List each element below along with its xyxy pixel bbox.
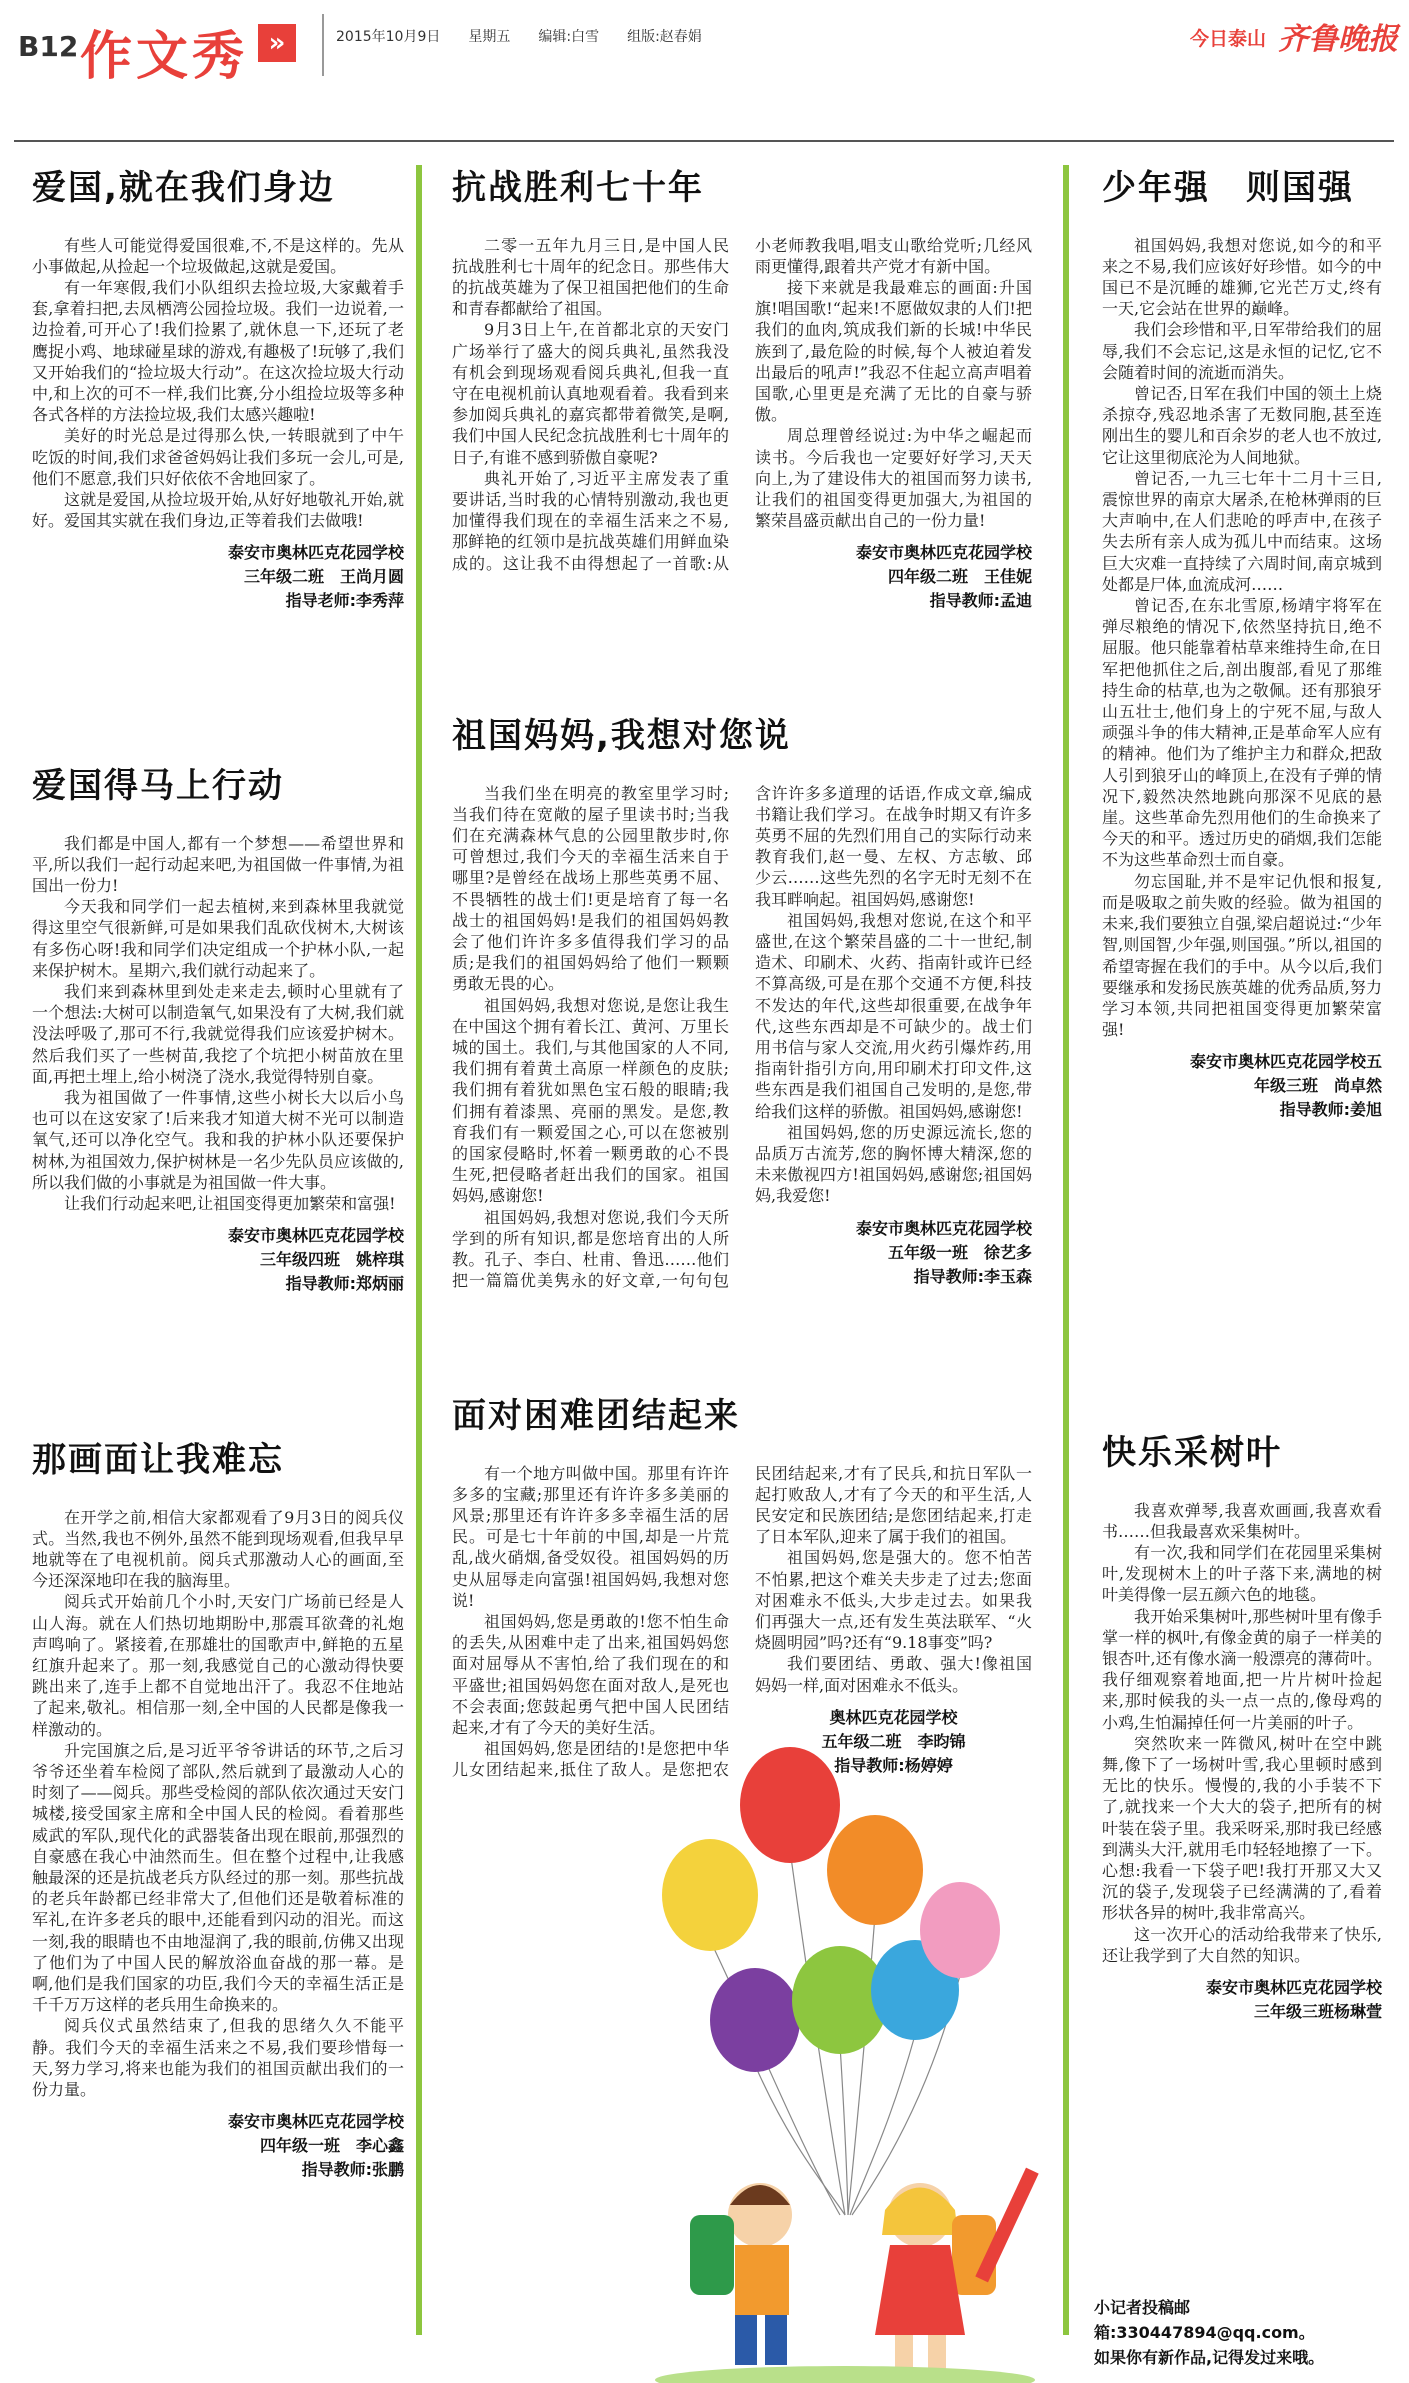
article-title: 面对困难团结起来: [452, 1396, 740, 1436]
byline-class-name: 年级三班 尚卓然: [1253, 1076, 1382, 1096]
article-paragraph: 周总理曾经说过:为中华之崛起而读书。今后我也一定要好好学习,天天向上,为了建设伟大的祖国而努力读书,让我们的祖国变得更加强大,为祖国的繁荣昌盛贡献出自己的一份力量!: [755, 426, 1032, 531]
article-paragraph: 这一次开心的活动给我带来了快乐,还让我学到了大自然的知识。: [1102, 1924, 1382, 1965]
article-byline: [1102, 1050, 1382, 1122]
column-separator: [1063, 165, 1069, 2335]
article-byline: [32, 2110, 404, 2182]
article-body: [1102, 235, 1382, 1041]
byline-school: 泰安市奥林匹克花园学校: [227, 543, 404, 563]
byline-class-name: 四年级二班 王佳妮: [887, 567, 1032, 587]
article-paragraph: 我开始采集树叶,那些树叶里有像手掌一样的枫叶,有像金黄的扇子一样美的银杏叶,还有像水滴一般漂亮的薄荷叶。我仔细观察着地面,把一片片树叶捡起来,那时候我的头一点一点的,像母鸡的小鸡,生怕漏掉任何一片美丽的叶子。: [1102, 1606, 1382, 1732]
article-paragraph: 有一次,我和同学们在花园里采集树叶,发现树木上的叶子落下来,满地的树叶美得像一层五颜六色的地毯。: [1102, 1543, 1382, 1605]
article-paragraph: 典礼开始了,习近平主席发表了重要讲话,当时我的心情特别激动,我也更加懂得我们现在的幸福生活来之不易,那鲜艳的红领巾是抗战英雄们用鲜血染成的。这让我不由得想起了一首歌:从小老师教我唱,唱支山歌给党听;几经风雨更懂得,跟着共产党才有新中国。: [452, 235, 1032, 573]
orange-balloon-icon: [827, 1815, 923, 1925]
article: [452, 165, 1032, 613]
article-paragraph: 我们会珍惜和平,日军带给我们的屈辱,我们不会忘记,这是永恒的记忆,它不会随着时间的流逝而消失。: [1102, 320, 1382, 382]
submission-note: 如果你有新作品,记得发过来哦。: [1094, 2348, 1325, 2367]
header-meta: [336, 26, 702, 46]
header-divider: [322, 14, 324, 76]
purple-balloon-icon: [710, 1968, 800, 2072]
byline-teacher: 指导教师:孟迪: [929, 591, 1032, 611]
article-paragraph: 当我们坐在明亮的教室里学习时;当我们待在宽敞的屋子里读书时;当我们在充满森林气息的公园里散步时,你可曾想过,我们今天的幸福生活来自于哪里?是曾经在战场上那些英勇不屈、不畏牺牲的战士们!更是培育了每一名战士的祖国妈妈!是我们的祖国妈妈教会了他们许许多多值得我们学习的品质;是我们的祖国妈妈给了他们一颗颗勇敢无畏的心。: [452, 783, 729, 994]
article: [1102, 1430, 1382, 2024]
article-paragraph: 曾记否,日军在我们中国的领土上烧杀掠夺,残忍地杀害了无数同胞,甚至连刚出生的婴儿和百余岁的老人也不放过,它让这里彻底沦为人间地狱。: [1102, 384, 1382, 467]
byline-teacher: 指导教师:郑炳丽: [285, 1274, 404, 1294]
article-paragraph: 勿忘国耻,并不是牢记仇恨和报复,而是吸取之前失败的经验。做为祖国的未来,我们要独立自强,梁启超说过:“少年智,则国智,少年强,则国强。”所以,祖国的希望寄握在我们的手中。从今以后,我们要继承和发扬民族英雄的优秀品质,努力学习本领,共同把祖国变得更加繁荣富强!: [1102, 871, 1382, 1040]
article-paragraph: 我们要团结、勇敢、强大!像祖国妈妈一样,面对困难永不低头。: [755, 1654, 1032, 1695]
article-byline: [1102, 1976, 1382, 2024]
article-paragraph: 阅兵式开始前几个小时,天安门广场前已经是人山人海。就在人们热切地期盼中,那震耳欲聋的礼炮声鸣响了。紧接着,在那雄壮的国歌声中,鲜艳的五星红旗升起来了。那一刻,我感觉自己的心激动得快要跳出来了,连手上都不自觉地出汗了。我忍不住地站了起来,敬礼。相信那一刻,全中国的人民都是像我一样激动的。: [32, 1592, 404, 1739]
article-paragraph: 突然吹来一阵微风,树叶在空中跳舞,像下了一场树叶雪,我心里顿时感到无比的快乐。慢慢的,我的小手装不下了,就找来一个大大的袋子,把所有的树叶装在袋子里。我采呀采,那时我已经感到满头大汗,就用毛巾轻轻地擦了一下。心想:我看一下袋子吧!我打开那又大又沉的袋子,发现袋子已经满满的了,看着形状各异的树叶,我非常高兴。: [1102, 1733, 1382, 1923]
article-paragraph: 祖国妈妈,我想对您说,如今的和平来之不易,我们应该好好珍惜。如今的中国已不是沉睡的雄狮,它光芒万丈,终有一天,它会站在世界的巅峰。: [1102, 235, 1382, 319]
article-body: [452, 783, 1032, 1292]
article: [1102, 165, 1382, 1122]
byline-school: 泰安市奥林匹克花园学校: [227, 1226, 404, 1246]
article-paragraph: 祖国妈妈,您的历史源远流长,您的品质万古流芳,您的胸怀博大精深,您的未来傲视四方!祖国妈妈,感谢您;祖国妈妈,我爱您!: [755, 1122, 1032, 1206]
article-paragraph: 在开学之前,相信大家都观看了9月3日的阅兵仪式。当然,我也不例外,虽然不能到现场观看,但我早早地就等在了电视机前。阅兵式那激动人心的画面,至今还深深地印在我的脑海里。: [32, 1507, 404, 1591]
article-paragraph: 我们来到森林里到处走来走去,顿时心里就有了一个想法:大树可以制造氧气,如果没有了大树,我们就没法呼吸了,那可不行,我就觉得我们应该爱护树木。然后我们买了一些树苗,我挖了个坑把小树苗放在里面,再把土埋上,给小树浇了浇水,我觉得特别自豪。: [32, 982, 404, 1086]
byline-school: 泰安市奥林匹克花园学校: [1205, 1978, 1382, 1998]
article-paragraph: 阅兵仪式虽然结束了,但我的思绪久久不能平静。我们今天的幸福生活来之不易,我们要珍惜每一天,努力学习,将来也能为我们的祖国贡献出我们的一份力量。: [32, 2016, 404, 2100]
article-paragraph: 这就是爱国,从捡垃圾开始,从好好地敬礼开始,就好。爱国其实就在我们身边,正等着我们去做哦!: [32, 490, 404, 531]
today-label: 今日泰山: [1190, 28, 1267, 50]
article-body: [1102, 1500, 1382, 1966]
article-paragraph: 祖国妈妈,我想对您说,是您让我生在中国这个拥有着长江、黄河、万里长城的国土。我们,与其他国家的人不同,我们拥有着黄土高原一样颜色的皮肤;我们拥有着犹如黑色宝石般的眼睛;我们拥有着漆黑、亮丽的黑发。是您,教育我们有一颗爱国之心,可以在您被别的国家侵略时,怀着一颗勇敢的心不畏生死,把侵略者赶出我们的国家。祖国妈妈,感谢您!: [452, 995, 729, 1206]
article-byline: [32, 1224, 404, 1296]
article-title: 爱国,就在我们身边: [32, 168, 335, 208]
byline-class-name: 四年级一班 李心鑫: [259, 2136, 404, 2156]
article-paragraph: 有些人可能觉得爱国很难,不,不是这样的。先从小事做起,从捡起一个垃圾做起,这就是爱国。: [32, 235, 404, 276]
article-paragraph: 我为祖国做了一件事情,这些小树长大以后小鸟也可以在这安家了!后来我才知道大树不光可以制造氧气,还可以净化空气。我和我的护林小队还要保护树林,为祖国效力,保护树林是一名少先队员应该做的,所以我们做的小事就是为祖国做一件大事。: [32, 1088, 404, 1192]
article-title: 少年强 则国强: [1102, 168, 1354, 208]
article-paragraph: 曾记否,在东北雪原,杨靖宇将军在弹尽粮绝的情况下,依然坚持抗日,绝不屈服。他只能靠着枯草来维持生命,在日军把他抓住之后,剖出腹部,看见了那维持生命的枯草,也为之敬佩。还有那狼牙山五壮士,他们身上的宁死不屈,与敌人顽强斗争的伟大精神,正是革命军人应有的精神。他们为了维护主力和群众,把敌人引到狼牙山的峰顶上,在没有子弹的情况下,毅然决然地跳向那深不见底的悬崖。这些革命先烈用他们的生命换来了今天的和平。透过历史的硝烟,我们怎能不为这些革命烈士而自豪。: [1102, 596, 1382, 870]
article: [452, 1393, 1032, 1781]
girl-figure-icon: [875, 2168, 1039, 2375]
article-byline: [755, 541, 1032, 613]
byline-school: 泰安市奥林匹克花园学校: [855, 1218, 1032, 1238]
article-paragraph: 接下来就是我最难忘的画面:升国旗!唱国歌!“起来!不愿做奴隶的人们!把我们的血肉,筑成我们新的长城!中华民族到了,最危险的时候,每个人被迫着发出最后的吼声!”我忍不住起立高声唱着国歌,心里更是充满了无比的自豪与骄傲。: [755, 278, 1032, 425]
article-paragraph: 祖国妈妈,您是团结的!是您把中华儿女团结起来,抵住了敌人。是您把农民团结起来,才有了民兵,和抗日军队一起打败敌人,才有了今天的和平生活,人民安定和民族团结;是您团结起来,打走了日本军队,迎来了属于我们的祖国。: [452, 1463, 1032, 1780]
article-paragraph: 让我们行动起来吧,让祖国变得更加繁荣和富强!: [64, 1194, 396, 1214]
article-title: 那画面让我难忘: [32, 1440, 284, 1480]
article-paragraph: 曾记否,一九三七年十二月十三日,震惊世界的南京大屠杀,在枪林弹雨的巨大声响中,在人们悲呛的呼声中,在孩子失去所有亲人成为孤儿中而结束。这场巨大灾难一直持续了六周时间,南京城到处都是尸体,血流成河……: [1102, 468, 1382, 594]
article: [32, 1437, 404, 2182]
page-header: [0, 0, 1409, 140]
byline-school: 泰安市奥林匹克花园学校五: [1189, 1052, 1382, 1072]
article-byline: [32, 541, 404, 613]
byline-class-name: 三年级二班 王尚月圆: [243, 567, 404, 587]
article-paragraph: 我们都是中国人,都有一个梦想——希望世界和平,所以我们一起行动起来吧,为祖国做一件事情,为祖国出一份力!: [32, 833, 404, 895]
article-body: [32, 235, 404, 532]
submission-email: 小记者投稿邮箱:330447894@qq.com。: [1094, 2298, 1315, 2342]
article-body: [32, 833, 404, 1215]
boy-figure-icon: [690, 2183, 792, 2365]
article-paragraph: 升完国旗之后,是习近平爷爷讲话的环节,之后习爷爷还坐着车检阅了部队,然后就到了最激动人心的时刻了——阅兵。那些受检阅的部队依次通过天安门城楼,接受国家主席和全中国人民的检阅。看着那些威武的军队,现代化的武器装备出现在眼前,那强烈的自豪感在我心中油然而生。但在整个过程中,让我感触最深的还是抗战老兵方队经过的那一刻。那些抗战的老兵年龄都已经非常大了,但他们还是敬着标准的军礼,在许多老兵的眼中,还能看到闪动的泪光。而这一刻,我的眼睛也不由地湿润了,我的眼前,仿佛又出现了他们为了中国人民的解放浴血奋战的那一幕。是啊,他们是我们国家的功臣,我们今天的幸福生活正是千千万万这样的老兵用生命换来的。: [32, 1740, 404, 2015]
article-byline: [755, 1217, 1032, 1289]
byline-teacher: 指导老师:李秀萍: [285, 591, 404, 611]
byline-school: 泰安市奥林匹克花园学校: [855, 543, 1032, 563]
children-with-balloons-illustration: [640, 1745, 1060, 2383]
footer-note: [1094, 2295, 1394, 2370]
layout-editor: 组版:赵春娟: [627, 29, 702, 45]
article-paragraph: 祖国妈妈,我想对您说,我们今天所学到的所有知识,都是您培育出的人所教。孔子、李白、杜甫、鲁迅……他们把一篇篇优美隽永的好文章,一句句包含许许多多道理的话语,作成文章,编成书籍让我们学习。在战争时期又有许多英勇不屈的先烈们用自己的实际行动来教育我们,赵一曼、左权、方志敏、邱少云……这些先烈的名字无时无刻不在我耳畔响起。祖国妈妈,感谢您!: [452, 783, 1032, 1291]
article-title: 爱国得马上行动: [32, 766, 284, 806]
article-title: 快乐采树叶: [1102, 1433, 1282, 1473]
pink-balloon-icon: [920, 1882, 1000, 1978]
red-balloon-icon: [740, 1747, 840, 1863]
weekday: 星期五: [468, 29, 511, 45]
section-title: 作文秀: [80, 27, 249, 87]
double-arrow-icon: »: [258, 24, 296, 62]
article-title: 抗战胜利七十年: [452, 168, 704, 208]
article-body: [32, 1507, 404, 2101]
article: [452, 713, 1032, 1291]
editor: 编辑:白雪: [538, 29, 600, 45]
article-title: 祖国妈妈,我想对您说: [452, 716, 791, 756]
page-number: B12: [18, 30, 79, 63]
byline-teacher: 指导教师:李玉森: [913, 1266, 1032, 1286]
byline-teacher: 指导教师:杨婷婷: [834, 1755, 953, 1775]
byline-class-name: 三年级三班杨琳萱: [1253, 2002, 1382, 2022]
article-paragraph: 美好的时光总是过得那么快,一转眼就到了中午吃饭的时间,我们求爸爸妈妈让我们多玩一会儿,可是,他们不愿意,我们只好依依不舍地回家了。: [32, 426, 404, 488]
article-paragraph: 二零一五年九月三日,是中国人民抗战胜利七十周年的纪念日。那些伟大的抗战英雄为了保卫祖国把他们的生命和青春都献给了祖国。: [452, 235, 729, 319]
article-paragraph: 祖国妈妈,我想对您说,在这个和平盛世,在这个繁荣昌盛的二十一世纪,制造术、印刷术、火药、指南针或许已经不算高级,可是在那个交通不方便,科技不发达的年代,这些却很重要,在战争年代,这些东西却是不可缺少的。战士们用书信与家人交流,用火药引爆炸药,用指南针指引方向,用印刷术打印文件,这些东西是我们祖国自己发明的,是您,带给我们这样的骄傲。祖国妈妈,感谢您!: [755, 910, 1032, 1121]
byline-class-name: 五年级一班 徐艺多: [887, 1242, 1032, 1262]
byline-class-name: 三年级四班 姚梓琪: [259, 1250, 404, 1270]
article: [32, 763, 404, 1296]
byline-class-name: 五年级二班 李昀锦: [821, 1731, 966, 1751]
article-body: [452, 1463, 1032, 1781]
column-separator: [416, 165, 422, 2335]
article-paragraph: 祖国妈妈,您是强大的。您不怕苦不怕累,把这个难关夫步走了过去;您面对困难永不低头,大步走过去。如果我们再强大一点,还有发生英法联军、“火烧圆明园”吗?还有“9.18事变”吗?: [755, 1548, 1032, 1653]
article-paragraph: 祖国妈妈,您是勇敢的!您不怕生命的丢失,从困难中走了出来,祖国妈妈您面对屈辱从不害怕,给了我们现在的和平盛世;祖国妈妈您在面对敌人,是死也不会表面;您鼓起勇气把中国人民团结起来,才有了今天的美好生活。: [452, 1612, 729, 1738]
article: [32, 165, 404, 613]
byline-teacher: 指导教师:张鹏: [301, 2160, 404, 2180]
article-paragraph: 有一年寒假,我们小队组织去捡垃圾,大家戴着手套,拿着扫把,去凤栖湾公园捡垃圾。我们一边说着,一边捡着,可开心了!我们捡累了,就休息一下,还玩了老鹰捉小鸡、地球碰星球的游戏,有趣极了!玩够了,我们又开始我们的“捡垃圾大行动”。在这次捡垃圾大行动中,和上次的可不一样,我们比赛,分小组捡垃圾等多种各式各样的方法捡垃圾,我们太感兴趣啦!: [32, 278, 404, 425]
yellow-balloon-icon: [662, 1839, 758, 1951]
byline-school: 奥林匹克花园学校: [829, 1707, 958, 1727]
newspaper-logo: 齐鲁晚报: [1278, 22, 1398, 57]
article-body: [452, 235, 1032, 614]
article-paragraph: 9月3日上午,在首都北京的天安门广场举行了盛大的阅兵典礼,虽然我没有机会到现场观看阅兵典礼,但我一直守在电视机前认真地观看着。我看到来参加阅兵典礼的嘉宾都带着微笑,是啊,我们中国人民纪念抗战胜利七十周年的日子,有谁不感到骄傲自豪呢?: [452, 320, 729, 467]
article-paragraph: 有一个地方叫做中国。那里有许许多多的宝藏;那里还有许许多多美丽的风景;那里还有许许多多幸福生活的居民。可是七十年前的中国,却是一片荒乱,战火硝烟,备受奴役。祖国妈妈的历史从屈辱走向富强!祖国妈妈,我想对您说!: [452, 1463, 729, 1610]
byline-teacher: 指导教师:姜旭: [1279, 1100, 1382, 1120]
byline-school: 泰安市奥林匹克花园学校: [227, 2112, 404, 2132]
article-paragraph: 我喜欢弹琴,我喜欢画画,我喜欢看书……但我最喜欢采集树叶。: [1102, 1500, 1382, 1541]
header-rule: [14, 140, 1394, 142]
article-paragraph: 今天我和同学们一起去植树,来到森林里我就觉得这里空气很新鲜,可是如果我们乱砍伐树木,大树该有多伤心呀!我和同学们决定组成一个护林小队,一起来保护树木。星期六,我们就行动起来了。: [32, 897, 404, 980]
issue-date: 2015年10月9日: [336, 29, 441, 45]
